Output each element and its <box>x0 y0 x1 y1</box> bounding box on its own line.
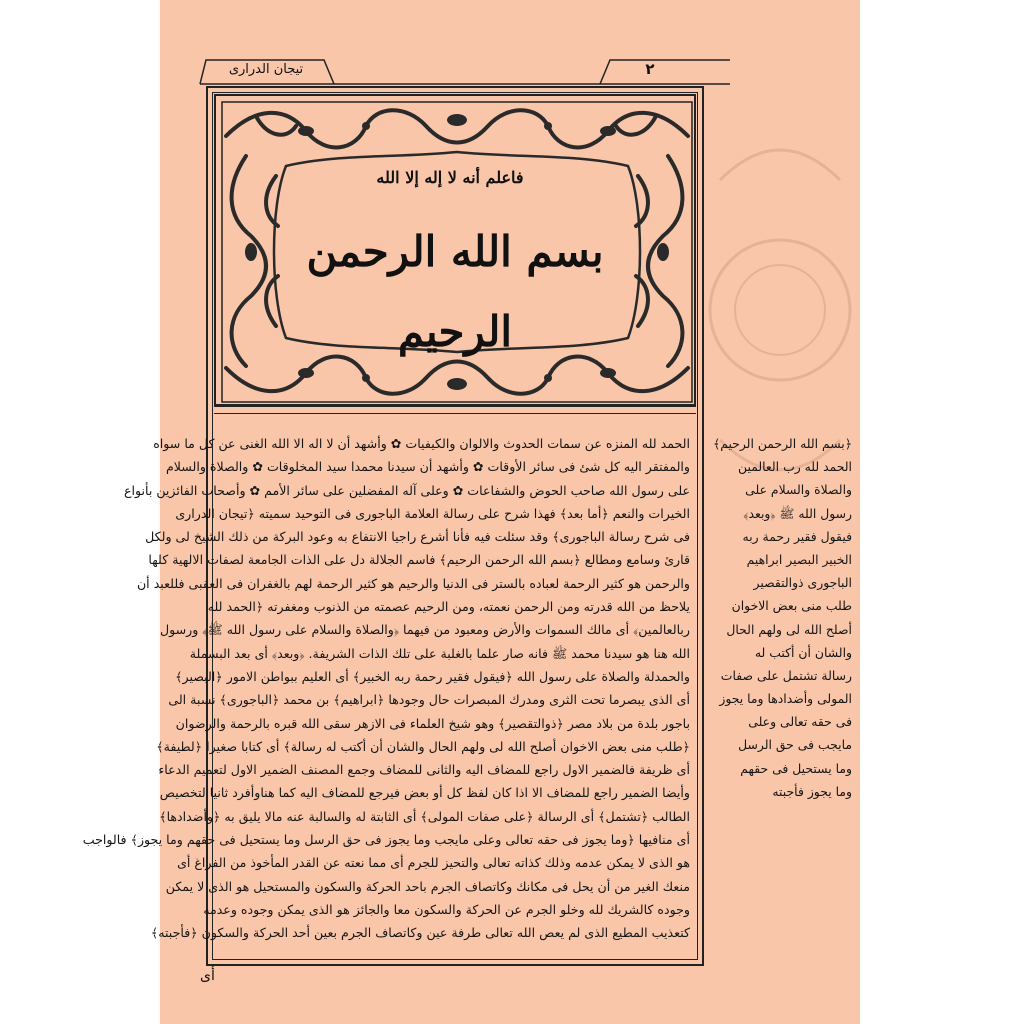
matn-line: فى حقه تعالى وعلى <box>748 714 852 730</box>
commentary-line: والحمدلة والصلاة على رسول الله ﴿فيقول فقير رحمة ربه الخبير﴾ أى العليم ببواطن الامور ﴿البصير﴾ <box>175 668 690 684</box>
quran-verse: فاعلم أنه لا إله إلا الله <box>376 168 524 187</box>
ornament-divider <box>214 406 696 414</box>
commentary-line: على رسول الله صاحب الحوض والشفاعات ✿ وعلى آله المفضلين على سائر الأمم ✿ وأصحاب الفائزين بأنواع <box>123 482 690 498</box>
commentary-line: الطالب ﴿تشتمل﴾ أى الرسالة ﴿على صفات المولى﴾ أى الثابتة له والسالبة عنه مالا يليق به ﴿وأضدادها﴾ <box>159 808 690 824</box>
catchword: أى <box>200 968 215 984</box>
matn-line: والصلاة والسلام على <box>745 482 852 498</box>
matn-line: ﴿بسم الله الرحمن الرحيم﴾ <box>712 436 852 451</box>
commentary-line: ربالعالمين﴾ أى مالك السموات والأرض ومعبود من فيهما ﴿والصلاة والسلام على رسول الله ﷺ﴾ ورسول <box>159 622 690 638</box>
matn-line: الخبير البصير ابراهيم <box>746 551 852 567</box>
commentary-line: كتعذيب المطيع الذى لم يعص الله تعالى طرفة عين وكاتصاف الجرم بعين أحد الحركة والسكون ﴿فأجبته﴾ <box>150 925 690 941</box>
page-number: ٢ <box>645 60 655 78</box>
basmala-calligraphy: بسم الله الرحمن الرحيم <box>306 227 604 356</box>
running-title: تيجان الدرارى <box>228 62 304 77</box>
matn-line: الحمد لله رب العالمين <box>738 459 852 475</box>
matn-line: مايجب فى حق الرسل <box>738 737 852 753</box>
commentary-line: أى الذى يبصرما تحت الثرى ومدرك المبصرات حال وجودها ﴿ابراهيم﴾ بن محمد ﴿الباجورى﴾ نسبة الى <box>168 692 690 708</box>
commentary-line: أى منافيها ﴿وما يجوز فى حقه تعالى وعلى مايجب وما يجوز فى حق الرسل وما يستحيل فى حقهم وما يجوز﴾ فالواجب <box>82 832 690 848</box>
matn-line: والشان أن أكتب له <box>754 644 852 660</box>
commentary-line: وأيضا الضمير راجع للمضاف الا اذا كان لفظ كل أو بعض فيرجع للمضاف اليه كما هناوأفرد ثانيا لتخصيص <box>159 785 690 801</box>
matn-line: فيقول فقير رحمة ربه <box>742 528 852 544</box>
commentary-line: الحمد لله المنزه عن سمات الحدوث والالوان والكيفيات ✿ وأشهد أن لا اله الا الله الغنى عن كل ما سواه <box>153 436 690 451</box>
commentary-line: منعك الغير من أن يحل فى مكانك وكاتصاف الجرم باحد الحركة والسكون والمستحيل هو الذى لا يمكن <box>165 878 690 894</box>
commentary-line: باجور بلدة من بلاد مصر ﴿ذوالتقصير﴾ وهو شيخ العلماء فى الازهر سقى الله قبره بالرحمة والرضوان <box>175 715 690 731</box>
commentary-line: قارئ وسامع ومطالع ﴿بسم الله الرحمن الرحيم﴾ فاسم الجلالة دل على الذات الجامعة لصفات الالهية كلها <box>148 552 690 568</box>
main-commentary-text <box>82 432 690 952</box>
commentary-line: والمفتقر اليه كل شئ فى سائر الأوقات ✿ وأشهد أن سيدنا محمدا سيد المخلوقات ✿ والصلاة والسلام <box>165 459 690 475</box>
matn-line: أصلح الله لى ولهم الحال <box>726 621 852 637</box>
matn-line: الباجورى ذوالتقصير <box>753 575 852 591</box>
background-strip <box>860 0 1024 1024</box>
commentary-line: وجوده كالشريك لله وخلو الجرم عن الحركة والسكون معا والجائز هو الذى يمكن وجوده وعدمه <box>203 901 690 917</box>
matn-line: رسالة تشتمل على صفات <box>720 667 852 683</box>
commentary-line: هو الذى لا يمكن عدمه وذلك كذاته تعالى والتحيز للجرم أى مما نعته عن القدر المأخوذ من الفراغ أى <box>177 855 690 871</box>
matn-line: المولى وأضدادها وما يجوز <box>719 691 852 707</box>
commentary-line: يلاحظ من الله قدرته ومن الرحمن نعمته، ومن الرحيم عصمته من الذنوب ومغفرته ﴿الحمد لله <box>207 599 690 615</box>
commentary-line: ﴿طلب منى بعض الاخوان أصلح الله لى ولهم الحال والشان أن أكتب له رسالة﴾ أى كتابا صغيرا ﴿لطيفة﴾ <box>156 738 690 754</box>
commentary-line: فى شرح رسالة الباجورى﴾ وقد سئلت فيه فأنا أشرع راجيا الانتفاع به وعود البركة من ذلك الشيخ لى ولكل <box>145 529 690 545</box>
commentary-line: أى ظريفة فالضمير الاول راجع للمضاف اليه والثانى للمضاف وجمع المصنف الضمير الاول لتعميم الدعاء <box>158 762 690 778</box>
matn-line: طلب منى بعض الاخوان <box>731 598 852 614</box>
matn-line: وما يجوز فأجبته <box>772 783 852 799</box>
commentary-line: والرحمن هو كثير الرحمة لعباده بالستر فى الدنيا والرحيم هو كثير الرحمة لهم بالغفران فى العقبى فللعبد أن <box>136 575 690 591</box>
margin-matn-text <box>712 432 852 822</box>
commentary-line: الخيرات والنعم ﴿أما بعد﴾ فهذا شرح على رسالة العلامة الباجورى فى التوحيد سميته ﴿تيجان الدرارى <box>175 505 690 521</box>
matn-line: رسول الله ﷺ ﴿وبعد﴾ <box>743 505 852 521</box>
matn-line: وما يستحيل فى حقهم <box>740 760 852 776</box>
commentary-line: الله هنا هو سيدنا محمد ﷺ فانه صار علما بالغلبة على تلك الذات الشريفة. ﴿وبعد﴾ أى بعد البسملة <box>189 645 690 661</box>
